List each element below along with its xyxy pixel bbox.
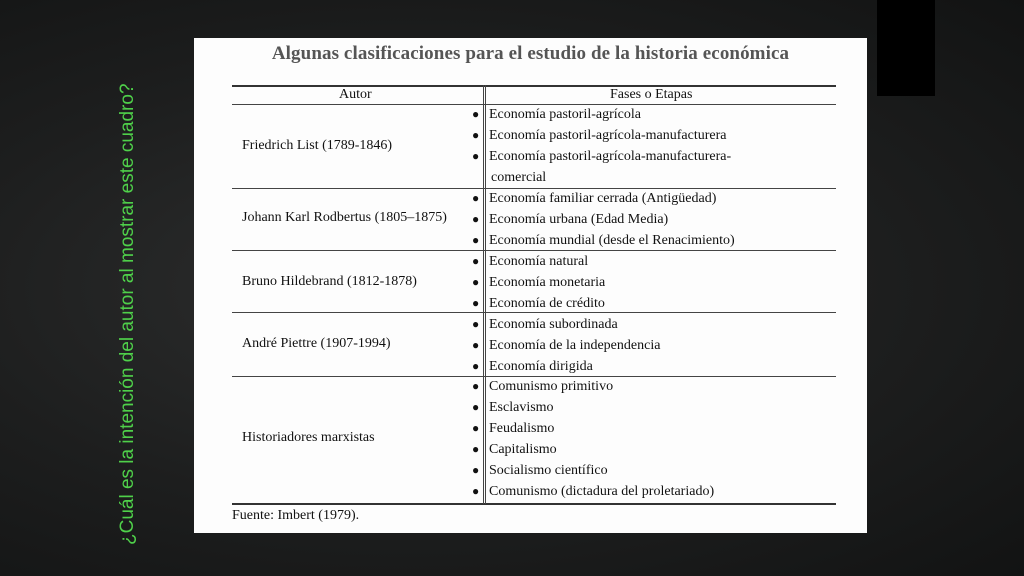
bullet-icon: ●	[472, 128, 480, 142]
bullet-icon: ●	[472, 421, 480, 435]
bullet-icon: ●	[472, 400, 480, 414]
column-divider	[483, 85, 484, 504]
row-author: Historiadores marxistas	[242, 430, 375, 445]
bullet-icon: ●	[472, 191, 480, 205]
phase-item: ● Economía de la independencia	[489, 335, 660, 356]
black-corner-block	[877, 0, 935, 96]
row-author: Friedrich List (1789-1846)	[242, 138, 393, 153]
bullet-icon: ●	[472, 275, 480, 289]
phase-item: ● Economía pastoril-agrícola-manufacturera	[489, 125, 727, 146]
slide-side-question: ¿Cuál es la intención del autor al mostrar este cuadro?	[117, 83, 138, 545]
phase-item: ● Economía pastoril-agrícola-manufacturera-	[489, 146, 731, 167]
bullet-icon: ●	[472, 149, 480, 163]
bullet-icon: ●	[472, 442, 480, 456]
header-phases: Fases o Etapas	[610, 87, 693, 102]
phase-continuation: comercial	[491, 170, 547, 185]
phase-item: ● Comunismo primitivo	[489, 376, 613, 397]
bullet-icon: ●	[472, 254, 480, 268]
phase-item: ● Economía dirigida	[489, 356, 593, 377]
bullet-icon: ●	[472, 379, 480, 393]
bullet-icon: ●	[472, 296, 480, 310]
phase-item: ● Esclavismo	[489, 397, 554, 418]
phase-item: ● Economía monetaria	[489, 272, 605, 293]
header-author: Autor	[339, 87, 372, 102]
bullet-icon: ●	[472, 107, 480, 121]
row-author: Bruno Hildebrand (1812-1878)	[242, 274, 417, 289]
bullet-icon: ●	[472, 484, 480, 498]
bullet-icon: ●	[472, 338, 480, 352]
phase-item: ● Economía de crédito	[489, 293, 605, 314]
phase-item: ● Economía pastoril-agrícola	[489, 104, 641, 125]
bullet-icon: ●	[472, 359, 480, 373]
phase-item: ● Economía urbana (Edad Media)	[489, 209, 668, 230]
table-source: Fuente: Imbert (1979).	[232, 508, 360, 523]
phase-item: ● Economía mundial (desde el Renacimiento)	[489, 230, 735, 251]
bullet-icon: ●	[472, 317, 480, 331]
bullet-icon: ●	[472, 463, 480, 477]
phase-item: ● Feudalismo	[489, 418, 554, 439]
phase-item: ● Economía familiar cerrada (Antigüedad)	[489, 188, 716, 209]
phase-item: ● Economía subordinada	[489, 314, 618, 335]
phase-item: ● Capitalismo	[489, 439, 557, 460]
table-title: Algunas clasificaciones para el estudio de la historia económica	[271, 43, 790, 64]
rule-top	[232, 85, 836, 87]
phase-item: ● Comunismo (dictadura del proletariado)	[489, 481, 714, 502]
rule-bottom	[232, 503, 836, 505]
table-slide	[194, 38, 867, 533]
phase-item: ● Economía natural	[489, 251, 588, 272]
phase-item: ● Socialismo científico	[489, 460, 608, 481]
bullet-icon: ●	[472, 212, 480, 226]
bullet-icon: ●	[472, 233, 480, 247]
row-author: Johann Karl Rodbertus (1805–1875)	[242, 210, 447, 225]
row-author: André Piettre (1907-1994)	[242, 336, 391, 351]
column-divider-secondary	[485, 85, 486, 504]
